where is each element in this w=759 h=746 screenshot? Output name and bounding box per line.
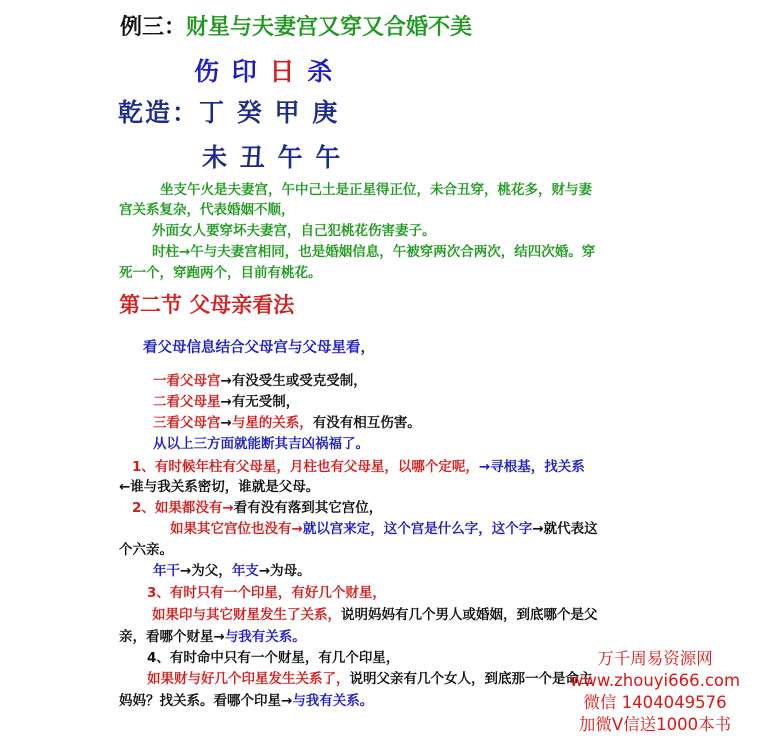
watermark-wechat: 微信 1404049576 [583, 693, 727, 712]
example-title: 财星与夫妻宫又穿又合婚不美 [186, 15, 473, 40]
step-2: 二看父母星→有无受制， [153, 394, 300, 410]
branches-row [202, 138, 342, 174]
watermark-site-name: 万千周易资源网 [597, 649, 713, 668]
rule-2-father-mother: 年干→为父，年支→为母。 [153, 563, 311, 579]
arrow-icon: → [281, 693, 293, 709]
arrow-icon: → [291, 521, 303, 537]
step-4: 从以上三方面就能断其吉凶祸福了。 [153, 436, 369, 452]
rule-3-cont: 如果印与其它财星发生了关系，说明妈妈有几个男人或婚姻，到底哪个是父 [152, 607, 598, 623]
branch-2: 丑 [239, 143, 267, 172]
watermark-url: www.zhouyi666.com [569, 671, 741, 690]
watermark-offer: 加微V信送1000本书 [578, 715, 732, 734]
example-label: 例三： [120, 15, 187, 40]
step-1: 一看父母宫→有没受生或受克受制， [153, 373, 367, 389]
rule-1-cont: ←谁与我关系密切，谁就是父母。 [119, 479, 320, 495]
analysis-line-3: 外面女人要穿坏夫妻宫，自己犯桃花伤害妻子。 [152, 223, 436, 239]
god-yin: 印 [231, 57, 259, 86]
qianzao-label: 乾造： [118, 98, 200, 127]
stem-3: 甲 [274, 98, 302, 127]
rule-1: 1、有时候年柱有父母星，月柱也有父母星，以哪个定呢，→寻根基，找关系 [132, 459, 585, 475]
rule-2: 2、如果都没有→看有没有落到其它宫位， [132, 500, 383, 516]
god-ri: 日 [269, 57, 297, 86]
stem-1: 丁 [199, 98, 227, 127]
arrow-icon: → [220, 373, 232, 389]
analysis-line-2: 宫关系复杂，代表婚姻不顺， [119, 202, 295, 218]
branch-4: 午 [315, 143, 343, 172]
step-3: 三看父母宫→与星的关系，有没有相互伤害。 [153, 415, 421, 431]
arrow-icon: → [220, 394, 232, 410]
watermark [560, 648, 750, 736]
rule-4-end: 妈妈？找关系。看哪个印星→与我有关系。 [119, 693, 374, 709]
stem-2: 癸 [236, 98, 264, 127]
analysis-line-5: 死一个，穿跑两个，目前有桃花。 [119, 265, 322, 281]
rule-3: 3、有时只有一个印星，有好几个财星， [147, 585, 386, 601]
analysis-line-1: 坐支午火是夫妻宫，午中己土是正星得正位，未合丑穿，桃花多，财与妻 [160, 182, 592, 198]
arrow-icon: → [213, 629, 225, 645]
analysis-line-4: 时柱→午与夫妻宫相同，也是婚姻信息，午被穿两次合两次，结四次婚。穿 [152, 244, 596, 260]
stem-4: 庚 [312, 98, 340, 127]
rule-2-end: 个六亲。 [119, 542, 173, 558]
god-shang: 伤 [194, 57, 222, 86]
intro-line: 看父母信息结合父母宫与父母星看， [143, 340, 375, 356]
rule-4: 4、有时命中只有一个财星，有几个印星， [147, 650, 400, 666]
branch-1: 未 [202, 143, 230, 172]
stems-row [118, 93, 339, 129]
ten-gods-row [194, 52, 334, 88]
rule-2-cont: 如果其它宫位也没有→就以宫来定，这个宫是什么字，这个字→就代表这 [170, 521, 598, 537]
rule-4-cont: 如果财与好几个印星发生关系了，说明父亲有几个女人，到底那一个是命主 [147, 671, 593, 687]
arrow-icon: → [220, 415, 232, 431]
god-sha: 杀 [307, 57, 335, 86]
section-heading: 第二节 父母亲看法 [119, 293, 295, 317]
rule-3-end: 亲，看哪个财星→与我有关系。 [119, 629, 306, 645]
branch-3: 午 [277, 143, 305, 172]
example-heading [120, 10, 472, 41]
